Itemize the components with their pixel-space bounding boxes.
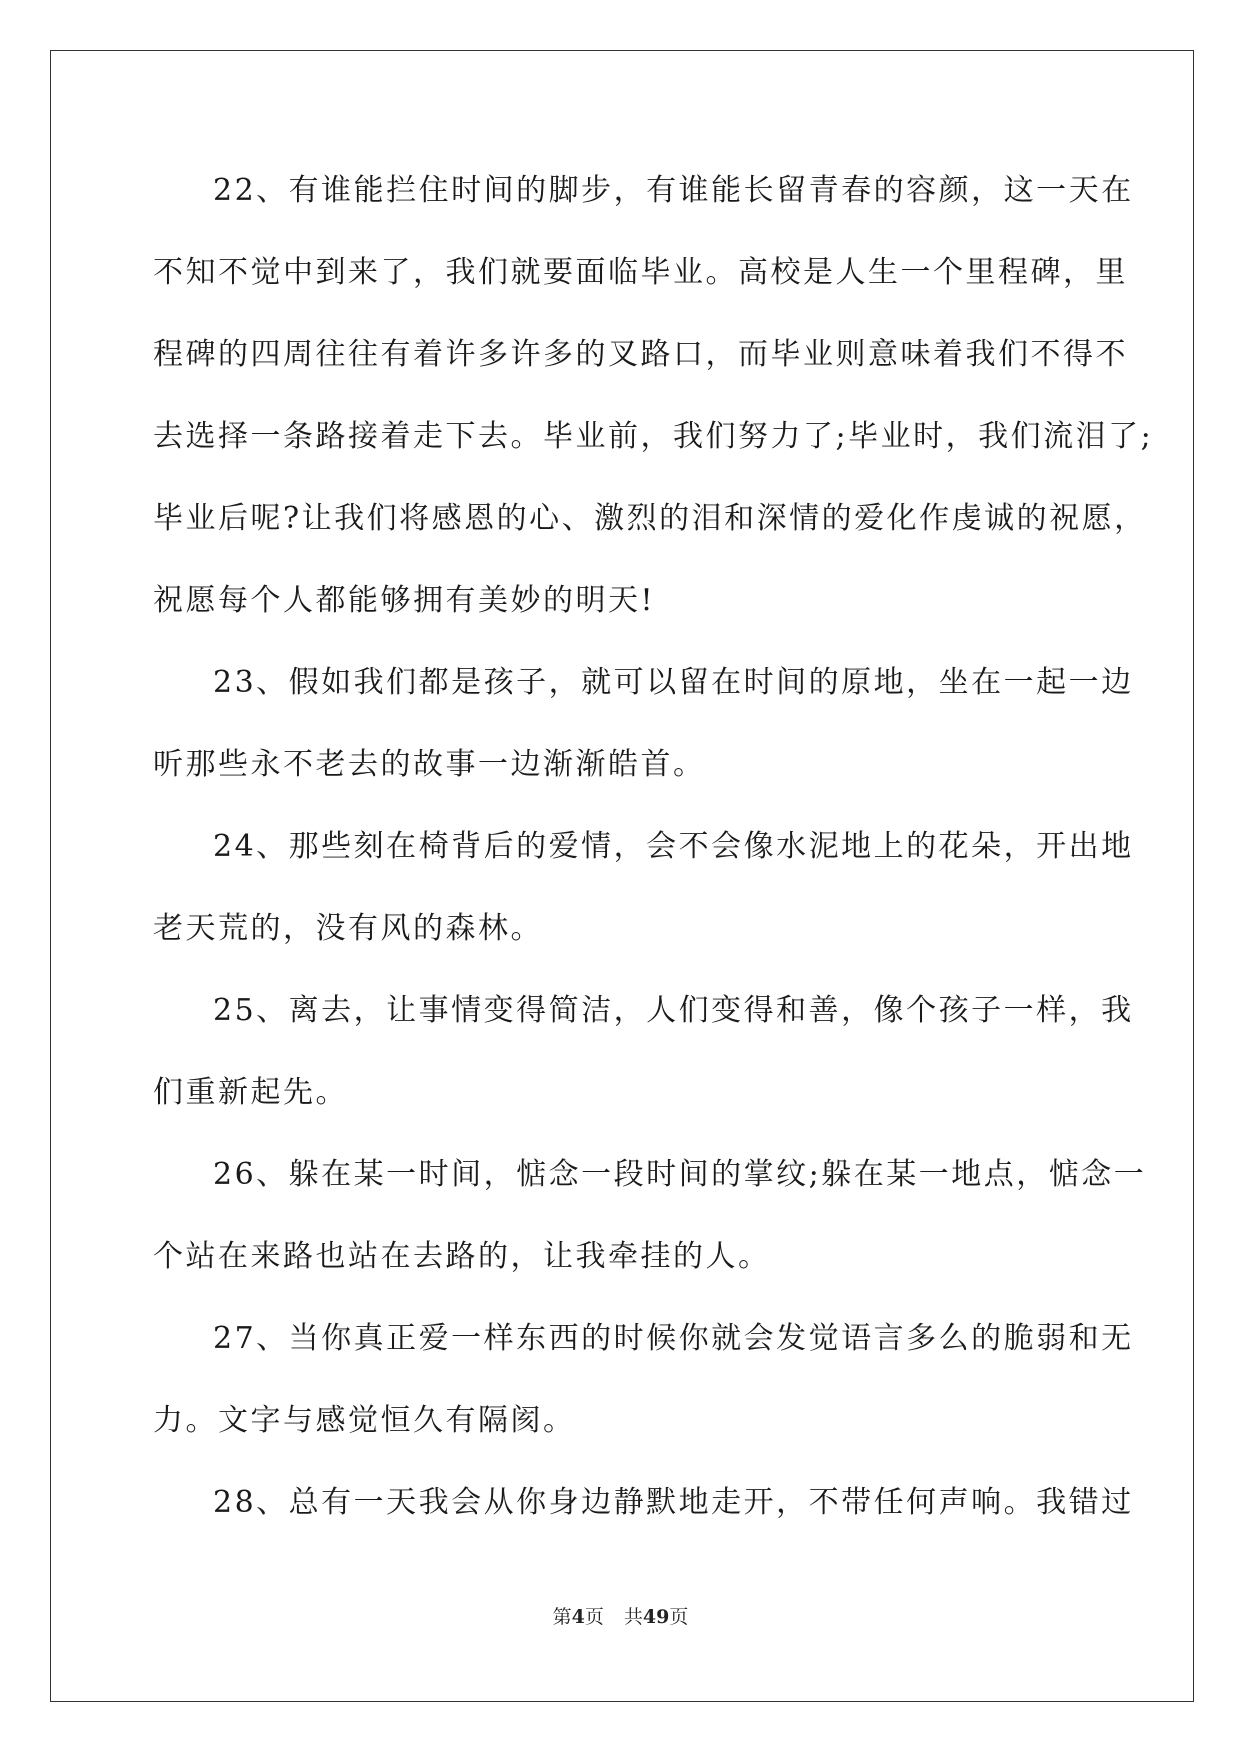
text-line: 去选择一条路接着走下去。毕业前，我们努力了;毕业时，我们流泪了;: [153, 419, 1154, 454]
text-line: 们重新起先。: [153, 1075, 348, 1110]
text-line: 24、那些刻在椅背后的爱情，会不会像水泥地上的花朵，开出地: [213, 829, 1134, 864]
page-footer: [0, 1602, 1241, 1629]
text-line: 个站在来路也站在去路的，让我牵挂的人。: [153, 1239, 771, 1274]
text-line: 程碑的四周往往有着许多许多的叉路口，而毕业则意味着我们不得不: [153, 337, 1128, 372]
total-pages: 49: [642, 1606, 670, 1628]
text-line: 25、离去，让事情变得简洁，人们变得和善，像个孩子一样，我: [213, 993, 1134, 1028]
total-suffix: 页: [669, 1606, 689, 1628]
page-number: 4: [571, 1606, 585, 1628]
text-line: 祝愿每个人都能够拥有美妙的明天!: [153, 583, 656, 618]
page-prefix: 第: [552, 1606, 572, 1628]
total-prefix: 共: [623, 1606, 643, 1628]
text-line: 23、假如我们都是孩子，就可以留在时间的原地，坐在一起一边: [213, 665, 1134, 700]
page-suffix: 页: [584, 1606, 604, 1628]
text-line: 力。文字与感觉恒久有隔阂。: [153, 1403, 576, 1438]
document-body: [153, 160, 1154, 1554]
text-line: 27、当你真正爱一样东西的时候你就会发觉语言多么的脆弱和无: [213, 1321, 1134, 1356]
text-line: 听那些永不老去的故事一边渐渐皓首。: [153, 747, 706, 782]
text-line: 毕业后呢?让我们将感恩的心、激烈的泪和深情的爱化作虔诚的祝愿，: [153, 501, 1147, 536]
text-line: 老天荒的，没有风的森林。: [153, 911, 543, 946]
text-line: 不知不觉中到来了，我们就要面临毕业。高校是人生一个里程碑，里: [153, 255, 1128, 290]
text-line: 22、有谁能拦住时间的脚步，有谁能长留青春的容颜，这一天在: [213, 173, 1134, 208]
text-line: 28、总有一天我会从你身边静默地走开，不带任何声响。我错过: [213, 1485, 1134, 1520]
text-line: 26、躲在某一时间，惦念一段时间的掌纹;躲在某一地点，惦念一: [213, 1157, 1147, 1192]
